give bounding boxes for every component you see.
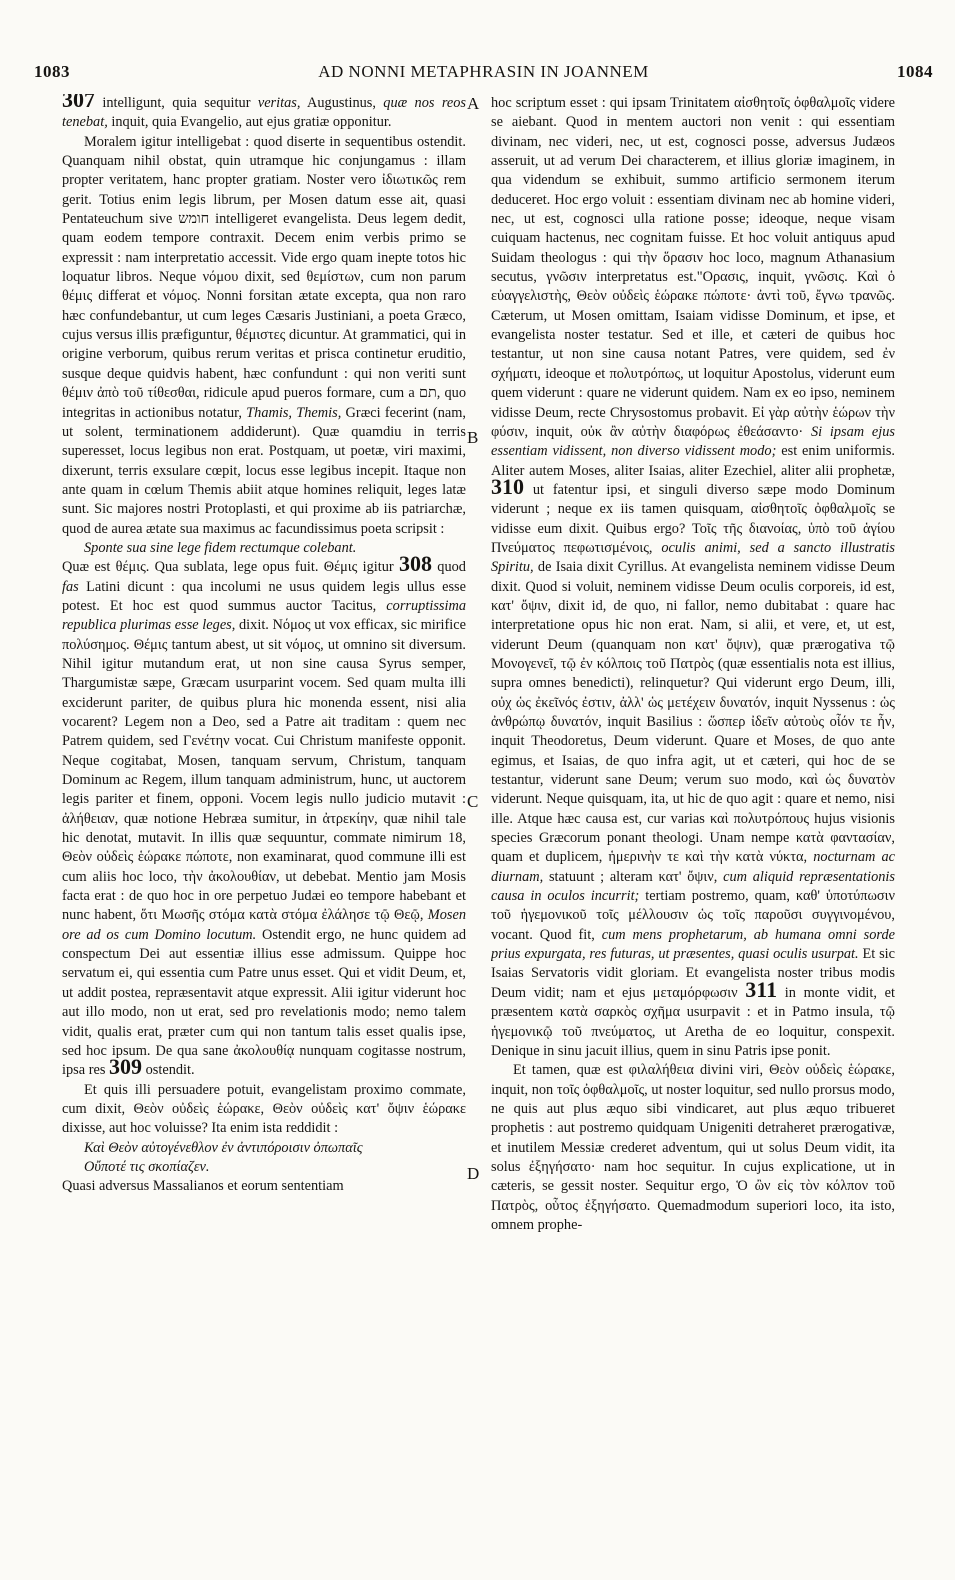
column-number: 307	[62, 94, 95, 112]
paragraph	[491, 1061, 895, 1235]
column-number: 311	[745, 976, 778, 1002]
column-number: 309	[109, 1054, 143, 1080]
text-run: quod	[432, 559, 466, 576]
italic-text: cum aliquid repræsentationis causa in oculos incurrit;	[491, 868, 895, 905]
text-run: Et tamen, quæ est φιλαλήθεια divini viri, Θεὸν οὐδεὶς ἑώρακε, inquit, non τοῖς ὀφθαλμοῖς, ut noster loquitur, sed nullo prorsus modo, ne quis aut plus æquo sibi vindicaret, aut plus æquo tribueret prophetis : aut postremo quidquam Unigeniti detraheret prærogativæ, et inutilem Messiæ crederet adventum, qui ut solus Deum vidit, ita solus ἐξηγήσατο· nam hoc sequitur. In cujus explicatione, ut in cæteris, se gessit noster. Sequitur ergo, Ὁ ὢν εἰς τὸν κόλπον τοῦ Πατρὸς, οὗτος ἐξηγήσατο. Quemadmodum superiori loco, ita isto, omnem prophe-	[491, 1062, 895, 1233]
margin-marker-b: B	[467, 428, 479, 447]
text-run: dixit. Νόμος ut vox efficax, sic mirifice πολύσημος. Θέμις tantum abest, ut sit νόμος, ut omnino sit diversum. Nihil igitur mutandum erat, ut non sine causa Syrus semper, Thargumistæ sæpe, Græcam usurparint vocem. Sed quam multa illi exciderunt pariter, de quibus plura hic monenda essent, nisi alia vocarent? Legem non a Deo, sed a Patre ait traditam : quem nec Patrem quidem, sed Γενέτην vocat. Cui Christum manifeste opponit. Neque cogitabat, Mosen, tanquam servum, Christum, tanquam Dominum ac Regem, illum tanquam administrum, hunc, ut auctorem legis pariter et finem, opponi. Vocem legis nullo judicio mutavit : ἀλήθειαν, quæ notione Hebræa sumitur, in ἀτρεκίην, quæ nihil tale hic denotat, mutavit. In illis quæ sequuntur, commate nimirum 18, Θεὸν οὐδεὶς ἑώρακε πώποτε, non examinarat, quod commune illi est cum aliis hoc loco, τὴν ἀκολουθίαν, ut debebat. Mentio jam Mosis facta erat : de quo hoc in ore perpetuo Judæi eo tempore habebant et nunc habent, ὅτι Μωσῆς στόμα κατὰ στόμα ἐλάλησε τῷ Θεῷ,	[62, 617, 466, 924]
text-run: Augustinus,	[300, 95, 384, 111]
text-run: statuunt ; alteram κατ' ὄψιν,	[543, 868, 724, 885]
text-run: Græci fecerint (nam, ut solent, terminationem addiderunt). Quæ quamdiu in terris superesset, locus legibus non erat. Postquam, ut poetæ, viri maximi, dixerunt, terris exsulare cœpit, locus esse legibus incepit. Itaque non ante quam in cœlum Themis abiit atque homines reliquit, leges latæ sunt. Sic majores nostri Protoplasti, et qui proxime ab iis patriarchæ, quod de aurea ætate sua maximus ac facundissimus poeta scripsit :	[62, 404, 466, 537]
italic-text: quæ nos reos tenebat,	[62, 95, 466, 131]
text-run: ut fatentur ipsi, et singuli diverso sæpe modo Dominum viderunt ; neque ex iis tamen quisquam, αἰσθητοῖς ὀφθαλμοῖς se vidisse eum dixit. Quibus ergo? Τοῖς τῆς διανοίας, ὑπὸ τοῦ ἁγίου Πνεύματος πεφωτισμένοις,	[491, 481, 895, 556]
verse-quotation: Sponte sua sine lege fidem rectumque colebant.	[84, 539, 357, 556]
italic-text: oculis animi, sed a sancto illustratis Spiritu,	[491, 539, 895, 576]
text-run: de Isaia dixit Cyrillus. At evangelista neminem vidisse Deum dixit. Quod si voluit, neminem vidisse Deum oculis corporeis, id est, κατ' ὄψιν, dixit id, de quo, ni fallor, nemo dubitabat : quare hac interpretatione opus hic non erat. Nam, si alii, et vere, et, ut est, viderunt Deum (quanquam non κατ' ὄψιν), quæ prærogativa τῷ Μονογενεῖ, τῷ ἐν κόλποις τοῦ Πατρὸς (quæ essentialis nota est illius, supra omnes benedicti), relinquetur? Qui viderunt ergo Deum, illi, οὐχ ὡς ἐκεῖνός ἐστιν, ἀλλ' ὡς μετέχειν δυνατόν, inquit Nyssenus : ὡς ἀνθρώπῳ δυνατόν, inquit Basilius : ὥσπερ ἰδεῖν αὐτοὺς οἷόν τε ἦν, inquit Theodoretus, Deum viderunt. Quare et Moses, de quo ante egimus, et Isaias, de quo infra agit, ut et cæteri, qui hoc de se testantur, viderunt sane Deum; verum suo modo, καὶ ὡς δυνατὸν viderunt. Neque quisquam, ita, ut hic de quo agit : quare et nemo, nisi ille. Atque hæc causa est, cur varias καὶ πολυτρόπους hujus visionis species Græcorum ponant theologi. Unam nempe κατὰ φαντασίαν, quam et duplicem, ἡμερινὴν τε καὶ τὴν κατὰ νύκτα,	[491, 559, 895, 866]
paragraph	[491, 94, 895, 1061]
column-number: 308	[399, 551, 432, 577]
italic-text: fas	[62, 578, 79, 595]
right-page-number: 1084	[897, 62, 933, 81]
text-run: Quæ est θέμις. Qua sublata, lege opus fuit. Θέμις igitur	[62, 559, 399, 576]
text-run: intelligunt, quia sequitur	[95, 95, 258, 111]
paragraph	[62, 1081, 466, 1139]
italic-text: nocturnam ac diurnam,	[491, 849, 895, 885]
margin-marker-a: A	[467, 94, 480, 113]
italic-text: Mosen ore ad os cum Domino locutum.	[62, 907, 466, 943]
text-run: Et quis illi persuadere potuit, evangelistam proximo commate, cum dixit, Θεὸν οὐδεὶς ἑώρακε, Θεὸν οὐδεὶς κατ' ὄψιν ἑώρακε dixisse, aut hoc voluisse? Ita enim ista reddidit :	[62, 1081, 466, 1137]
paragraph	[62, 94, 466, 133]
left-column	[62, 94, 466, 1554]
italic-text: Thamis, Themis,	[246, 404, 342, 421]
paragraph	[62, 133, 466, 539]
margin-marker-c: C	[467, 792, 479, 811]
left-page-number: 1083	[34, 62, 70, 81]
paragraph: Quasi adversus Massalianos et eorum sententiam	[62, 1178, 344, 1195]
page-header	[34, 62, 933, 84]
text-run: est enim uniformis. Aliter autem Moses, aliter Isaias, aliter Ezechiel, aliter alii prophetæ,	[491, 443, 895, 479]
greek-verse-line: Οὔποτέ τις σκοπίαζεν.	[84, 1158, 210, 1175]
text-run: Moralem igitur intelligebat : quod diserte in sequentibus ostendit. Quanquam nihil obstat, quin utramque hic conjungamus : illam propter veritatem, hanc propter gratiam. Noster vero ἰδιωτικῶς rem gerit. Totius enim legis librum, per Mosen datum esse ait, quasi Pentateuchum sive חומש intelligeret evangelista. Deus legem dedit, quam eodem tempore contraxit. Decem enim verbis primo se expressit : nam interpretatio accessit. Vide ergo quam inepte totos hic loquatur libros. Neque νόμου dixit, sed θεμίστων, cum non parum θέμις differat et νόμος. Nonni forsitan ætate excepta, qua non raro hæc confundebantur, ut cum leges Cæsaris Justiniani, a poeta Græco, cujus versus illis præfiguntur, θέμιστες dicuntur. At grammatici, qui in origine verborum, quibus rerum veritas et prisca continetur eruditio, susque deque quidvis habent, hæc confundunt : qui non veriti sunt θέμιν ἀπὸ τοῦ τίθεσθαι, ridicule apud pueros formare, cum a תם, quo integritas in actionibus notatur,	[62, 133, 466, 421]
column-number: 310	[491, 473, 524, 499]
italic-text: cum mens prophetarum, ab humana omni sorde prius expurgata, res futuras, ut præsentes, quasi oculis usurpat.	[491, 926, 895, 963]
italic-text: veritas,	[257, 95, 301, 111]
text-run: tertiam postremo, quam, καθ' ὑποτύπωσιν τοῦ ἡγεμονικοῦ τοῖς μέλλουσιν ὡς τοῖς παροῦσι συγγινομένου, vocant. Quod fit,	[491, 888, 895, 943]
greek-verse-line: Καὶ Θεὸν αὐτογένεθλον ἐν ἀντιπόροισιν ὀπωπαῖς	[84, 1139, 363, 1156]
text-run: Ostendit ergo, ne hunc quidem ad conspectum Dei aut essentiæ illius esse admissum. Quippe hoc servatum ei, qui essentia cum Patre unus esset. Qui et vidit Deum, et, ut addit postea, repræsentavit atque expressit. Alii igitur viderunt hoc aut illo modo, non ut erat, sed pro revelationis modo; nemo talem vidit, qualis erat, præter cum qui non tantum talis esset qualis ipse, sed hoc ipsum. De qua sane ἀκολουθίᾳ nunquam cogitasse nostrum, ipsa res	[62, 926, 466, 1079]
running-title: AD NONNI METAPHRASIN IN JOANNEM	[318, 62, 649, 81]
right-column	[491, 94, 895, 1554]
text-run: inquit, quia Evangelio, aut ejus gratiæ opponitur.	[107, 114, 392, 131]
margin-marker-d: D	[467, 1164, 480, 1183]
text-run: Latini dicunt : qua incolumi ne usus quidem legis ullus esse potest. Et hoc est quod summus auctor Tacitus,	[62, 578, 466, 614]
text-run: ostendit.	[142, 1062, 195, 1079]
paragraph	[62, 551, 466, 1080]
text-run: hoc scriptum esset : qui ipsam Trinitatem αἰσθητοῖς ὀφθαλμοῖς videre se aiebant. Quod in mentem auctori non venit : qui essentiam divinam, nec videri, nec, ut est, cognosci posse, adversus Judæos asseruit, ut ad verum Dei characterem, et illius gloriæ imaginem, in qua videndum se exhibuit, summo artificio sermonem iterum deduceret. Hoc ergo voluit : essentiam divinam nec ab homine videri, nec, ut est, cognosci ulla ratione posse; ideoque, neque visam cuiquam hactenus, nec cognitam fuisse. Et hoc voluit antiquus apud Suidam theologus : qui τὴν ὅρασιν hoc loco, magnum Athanasium secutus, γνῶσιν interpretatus est."Ορασις, inquit, γνῶσις. Καὶ ὁ εὐαγγελιστὴς, Θεὸν οὐδεὶς ἑώρακε πώποτε· ἀντὶ τοῦ, ἔγνω τρανῶς. Cæterum, ut Mosen omittam, Isaiam vidisse Dominum, et ipse, et evangelista noster testatur. Sed et ille, et cæteri de quibus hoc testantur, ut non sine causa notant Patres, vere quidem, sed ἐν σχήματι, ideoque et πολυτρόπως, ut loquitur Apostolus, viderunt eum quem viderunt : quare ne viderunt quidem. Nam ex eo ipso, neminem vidisse Deum, recte Chrysostomus probavit. Εἰ γὰρ αὐτὴν ἑώρων τὴν φύσιν, inquit, οὐκ ἂν αὐτὴν διαφόρως ἐθεάσαντο·	[491, 95, 895, 440]
italic-text: corruptissima republica plurimas esse leges,	[62, 597, 466, 634]
text-run: in monte vidit, et præsentem κατὰ σαρκὸς σχῆμα usurpavit : et in Patmo insula, τῷ ἡγεμονικῷ τοῦ πνεύματος, ut Aretha de eo loquitur, conspexit. Denique in sinu jacuit illius, quem in sinu Patris ipse ponit.	[491, 984, 895, 1059]
text-run: Et sic Isaias Servatoris vidit gloriam. Et evangelista noster tribus modis Deum vidit; nam et ejus μεταμόρφωσιν	[491, 946, 895, 1001]
italic-text: Si ipsam ejus essentiam vidissent, non diverso vidissent modo;	[491, 423, 895, 460]
